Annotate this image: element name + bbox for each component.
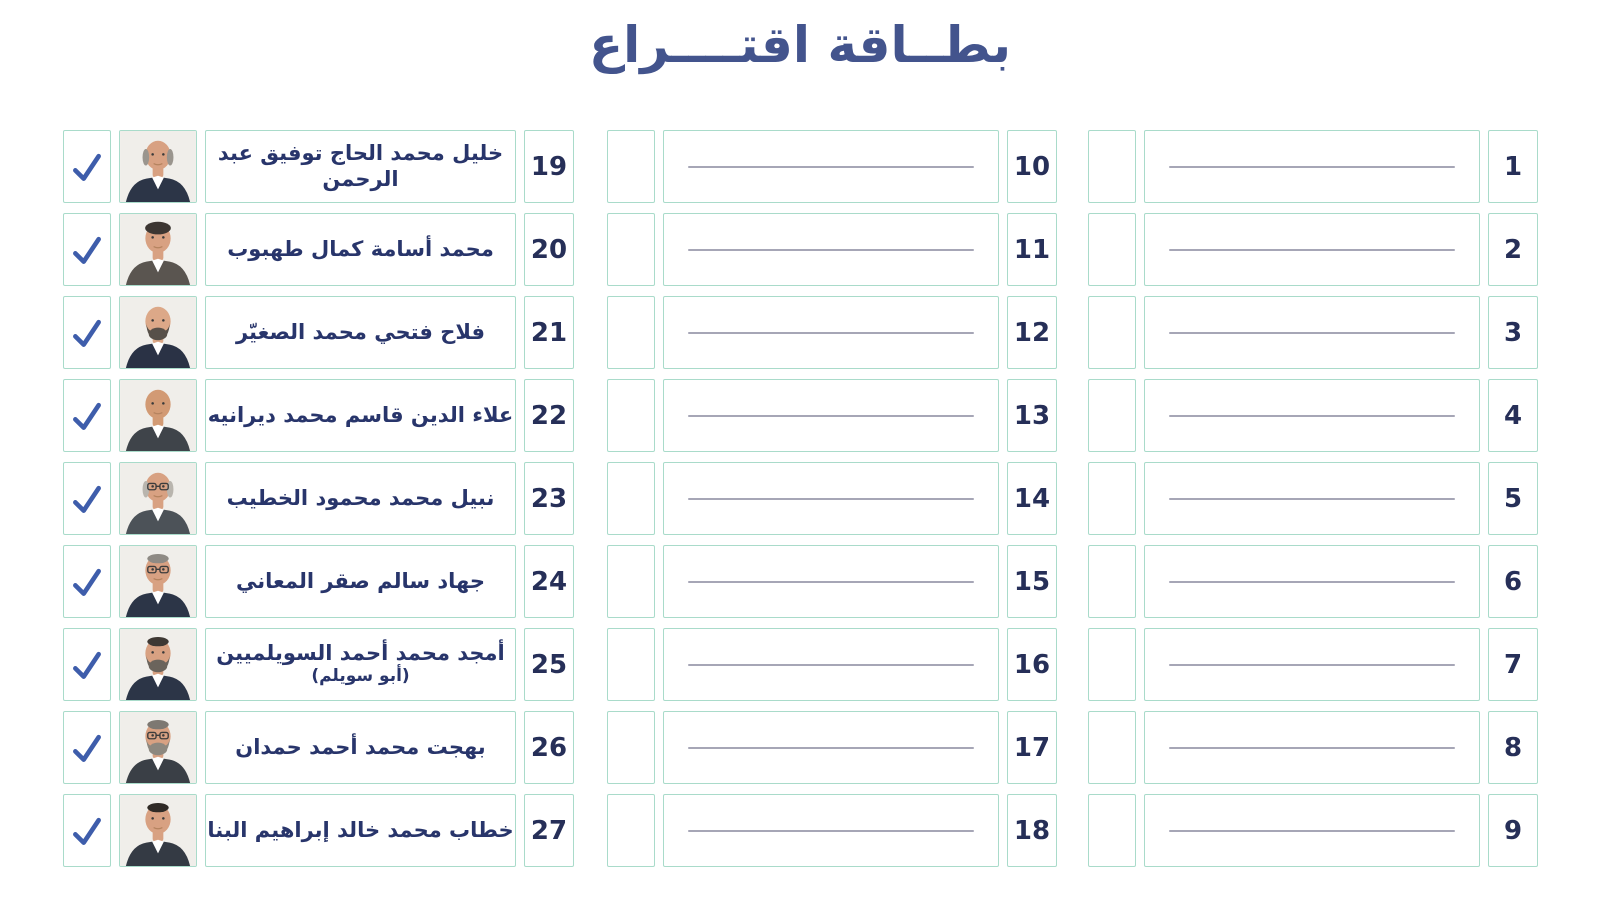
ballot-row — [1088, 130, 1538, 203]
entry-number-box — [524, 130, 574, 203]
vote-checkbox[interactable] — [63, 213, 111, 286]
blank-name-line — [1169, 249, 1455, 251]
checkmark-icon — [67, 313, 107, 353]
candidate-name-box — [663, 711, 999, 784]
entry-number-box — [1007, 545, 1057, 618]
entry-number: 23 — [530, 483, 568, 514]
blank-name-line — [1169, 830, 1455, 832]
candidate-name: خطاب محمد خالد إبراهيم البنا — [207, 817, 514, 842]
entry-number: 18 — [1013, 815, 1051, 846]
candidate-photo — [119, 711, 197, 784]
vote-checkbox[interactable] — [607, 213, 655, 286]
entry-number-box — [1007, 794, 1057, 867]
entry-number-box — [1007, 628, 1057, 701]
entry-number: 21 — [530, 317, 568, 348]
entry-number-box — [1007, 462, 1057, 535]
ballot-row — [607, 296, 1057, 369]
entry-number: 10 — [1013, 151, 1051, 182]
vote-checkbox[interactable] — [607, 794, 655, 867]
candidate-name-box — [1144, 213, 1480, 286]
ballot-row — [607, 130, 1057, 203]
candidate-name: خليل محمد الحاج توفيق عبد الرحمن — [217, 141, 504, 191]
page-title: بطــاقة اقتــــراع — [589, 16, 1011, 74]
blank-name-line — [1169, 166, 1455, 168]
entry-number: 24 — [530, 566, 568, 597]
vote-checkbox[interactable] — [63, 296, 111, 369]
vote-checkbox[interactable] — [63, 379, 111, 452]
entry-number: 19 — [530, 151, 568, 182]
entry-number-box — [524, 545, 574, 618]
blank-name-line — [688, 747, 974, 749]
entry-number: 25 — [530, 649, 568, 680]
entry-number-box — [1007, 379, 1057, 452]
checkmark-icon — [67, 396, 107, 436]
entry-number-box — [1488, 379, 1538, 452]
candidate-name-box — [663, 628, 999, 701]
blank-name-line — [688, 332, 974, 334]
blank-name-line — [688, 664, 974, 666]
candidate-name-box — [1144, 711, 1480, 784]
entry-number: 11 — [1013, 234, 1051, 265]
candidate-name-box — [1144, 794, 1480, 867]
ballot-row — [1088, 462, 1538, 535]
entry-number-box — [1488, 545, 1538, 618]
candidate-name-box — [663, 296, 999, 369]
blank-name-line — [1169, 747, 1455, 749]
entry-number: 2 — [1503, 234, 1523, 265]
checkmark-icon — [67, 147, 107, 187]
vote-checkbox[interactable] — [63, 628, 111, 701]
ballot-row — [63, 213, 574, 286]
blank-name-line — [688, 830, 974, 832]
ballot-row — [63, 545, 574, 618]
entry-number: 16 — [1013, 649, 1051, 680]
candidate-name-box — [663, 794, 999, 867]
candidate-name-box — [205, 628, 516, 701]
entry-number-box — [1007, 213, 1057, 286]
candidate-name: جهاد سالم صقر المعاني — [236, 568, 485, 593]
vote-checkbox[interactable] — [607, 296, 655, 369]
entry-number: 8 — [1503, 732, 1523, 763]
candidate-name-box — [205, 296, 516, 369]
entry-number-box — [524, 711, 574, 784]
candidate-name-box — [663, 379, 999, 452]
candidate-name-box — [1144, 379, 1480, 452]
candidate-photo — [119, 130, 197, 203]
candidate-photo — [119, 794, 197, 867]
blank-name-line — [1169, 332, 1455, 334]
ballot-row — [607, 794, 1057, 867]
blank-name-line — [688, 249, 974, 251]
candidate-name-box — [205, 462, 516, 535]
entry-number: 26 — [530, 732, 568, 763]
ballot-row — [607, 711, 1057, 784]
entry-number-box — [1488, 213, 1538, 286]
checkmark-icon — [67, 230, 107, 270]
entry-number: 22 — [530, 400, 568, 431]
entry-number-box — [524, 379, 574, 452]
candidate-name-box — [663, 462, 999, 535]
entry-number-box — [1488, 462, 1538, 535]
blank-name-line — [688, 415, 974, 417]
candidate-name-box — [663, 545, 999, 618]
candidate-name: نبيل محمد محمود الخطيب — [226, 485, 495, 510]
entry-number-box — [524, 628, 574, 701]
candidate-name-box — [205, 379, 516, 452]
entry-number: 7 — [1503, 649, 1523, 680]
candidate-name-box — [205, 545, 516, 618]
ballot-row — [1088, 628, 1538, 701]
vote-checkbox[interactable] — [1088, 628, 1136, 701]
vote-checkbox[interactable] — [1088, 462, 1136, 535]
ballot-row — [63, 296, 574, 369]
candidate-photo — [119, 379, 197, 452]
vote-checkbox[interactable] — [63, 711, 111, 784]
blank-name-line — [688, 581, 974, 583]
candidate-photo — [119, 462, 197, 535]
entry-number: 13 — [1013, 400, 1051, 431]
entry-number-box — [1488, 628, 1538, 701]
checkmark-icon — [67, 562, 107, 602]
ballot-row — [1088, 794, 1538, 867]
vote-checkbox[interactable] — [1088, 213, 1136, 286]
vote-checkbox[interactable] — [607, 545, 655, 618]
entry-number: 15 — [1013, 566, 1051, 597]
entry-number: 6 — [1503, 566, 1523, 597]
blank-name-line — [688, 498, 974, 500]
entry-number: 14 — [1013, 483, 1051, 514]
vote-checkbox[interactable] — [63, 545, 111, 618]
entry-number: 4 — [1503, 400, 1523, 431]
entry-number-box — [1488, 794, 1538, 867]
entry-number-box — [1488, 296, 1538, 369]
ballot-row — [607, 213, 1057, 286]
ballot-column-col-1-9 — [1088, 130, 1538, 867]
vote-checkbox[interactable] — [63, 130, 111, 203]
entry-number: 17 — [1013, 732, 1051, 763]
ballot-row — [1088, 296, 1538, 369]
entry-number-box — [1007, 130, 1057, 203]
candidate-name-box — [1144, 545, 1480, 618]
ballot-row — [1088, 213, 1538, 286]
candidate-name-box — [1144, 130, 1480, 203]
candidate-photo — [119, 628, 197, 701]
entry-number: 20 — [530, 234, 568, 265]
candidate-name-box — [663, 130, 999, 203]
blank-name-line — [1169, 664, 1455, 666]
ballot-row — [607, 628, 1057, 701]
vote-checkbox[interactable] — [1088, 545, 1136, 618]
entry-number-box — [1007, 711, 1057, 784]
blank-name-line — [1169, 498, 1455, 500]
candidate-name-box — [205, 711, 516, 784]
candidate-name: أمجد محمد أحمد السويلميين — [216, 641, 505, 666]
candidate-name-box — [205, 794, 516, 867]
vote-checkbox[interactable] — [607, 130, 655, 203]
vote-checkbox[interactable] — [607, 462, 655, 535]
blank-name-line — [1169, 581, 1455, 583]
vote-checkbox[interactable] — [607, 379, 655, 452]
entry-number-box — [1488, 130, 1538, 203]
entry-number-box — [524, 794, 574, 867]
entry-number: 1 — [1503, 151, 1523, 182]
candidate-photo — [119, 545, 197, 618]
vote-checkbox[interactable] — [1088, 379, 1136, 452]
ballot-column-col-10-18 — [607, 130, 1057, 867]
entry-number-box — [524, 296, 574, 369]
ballot-row — [63, 794, 574, 867]
ballot-row — [63, 379, 574, 452]
ballot-row — [63, 462, 574, 535]
ballot-column-col-19-27 — [63, 130, 574, 867]
candidate-name: علاء الدين قاسم محمد ديرانيه — [207, 402, 514, 427]
candidate-name-box — [1144, 462, 1480, 535]
blank-name-line — [688, 166, 974, 168]
ballot-row — [607, 462, 1057, 535]
candidate-name: فلاح فتحي محمد الصغيّر — [235, 319, 486, 344]
ballot-row — [1088, 711, 1538, 784]
entry-number: 9 — [1503, 815, 1523, 846]
vote-checkbox[interactable] — [607, 628, 655, 701]
entry-number: 3 — [1503, 317, 1523, 348]
candidate-name-box — [205, 213, 516, 286]
entry-number: 27 — [530, 815, 568, 846]
candidate-photo — [119, 213, 197, 286]
entry-number-box — [524, 462, 574, 535]
candidate-name-line2: (أبو سويلم) — [311, 666, 410, 687]
vote-checkbox[interactable] — [1088, 130, 1136, 203]
entry-number-box — [1488, 711, 1538, 784]
entry-number: 5 — [1503, 483, 1523, 514]
ballot-row — [63, 130, 574, 203]
ballot-row — [1088, 545, 1538, 618]
vote-checkbox[interactable] — [607, 711, 655, 784]
candidate-name: بهجت محمد أحمد حمدان — [235, 734, 486, 759]
candidate-name-box — [1144, 296, 1480, 369]
entry-number-box — [1007, 296, 1057, 369]
candidate-photo — [119, 296, 197, 369]
ballot-row — [607, 545, 1057, 618]
entry-number: 12 — [1013, 317, 1051, 348]
vote-checkbox[interactable] — [1088, 711, 1136, 784]
ballot-row — [63, 628, 574, 701]
vote-checkbox[interactable] — [63, 794, 111, 867]
ballot-row — [1088, 379, 1538, 452]
checkmark-icon — [67, 645, 107, 685]
blank-name-line — [1169, 415, 1455, 417]
entry-number-box — [524, 213, 574, 286]
vote-checkbox[interactable] — [1088, 794, 1136, 867]
checkmark-icon — [67, 811, 107, 851]
candidate-name-box — [1144, 628, 1480, 701]
candidate-name-box — [663, 213, 999, 286]
candidate-name: محمد أسامة كمال طهبوب — [227, 236, 494, 261]
candidate-name-box — [205, 130, 516, 203]
vote-checkbox[interactable] — [63, 462, 111, 535]
vote-checkbox[interactable] — [1088, 296, 1136, 369]
ballot-row — [607, 379, 1057, 452]
checkmark-icon — [67, 728, 107, 768]
ballot-row — [63, 711, 574, 784]
checkmark-icon — [67, 479, 107, 519]
